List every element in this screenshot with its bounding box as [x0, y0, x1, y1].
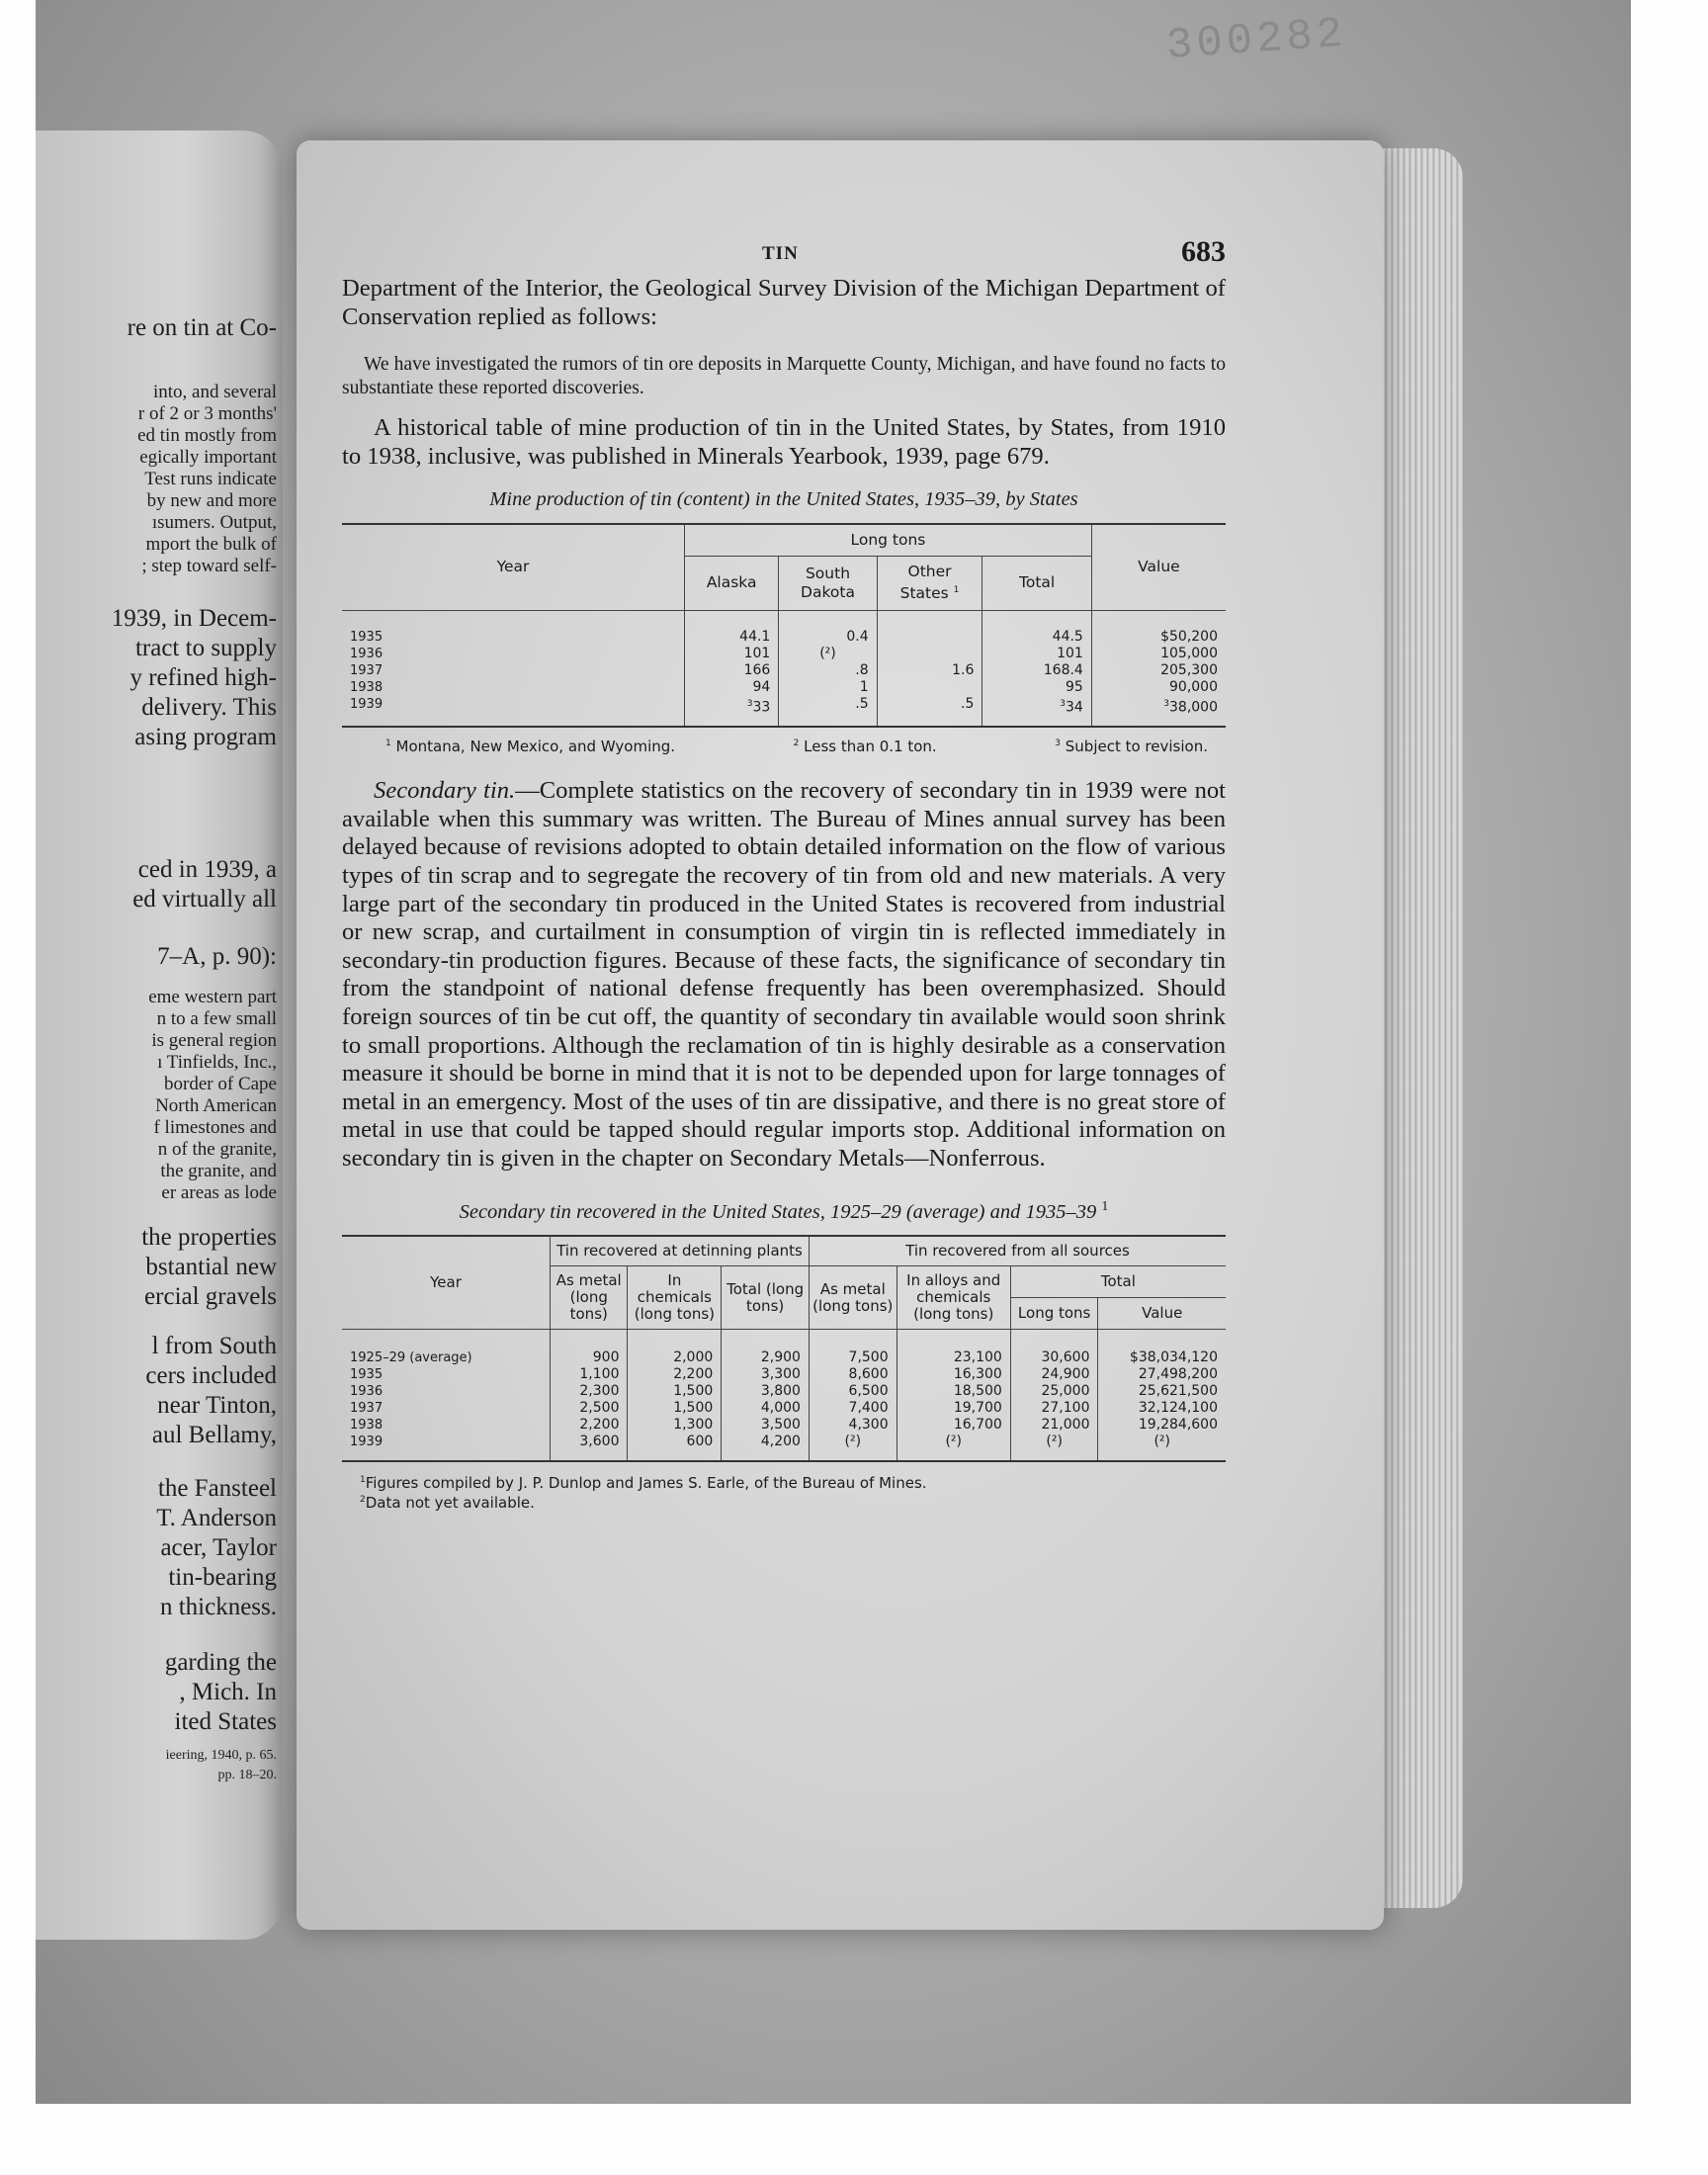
year-cell: 1936	[342, 1383, 551, 1400]
all-alloys-cell: 19,700	[897, 1400, 1010, 1417]
det-total-cell: 3,500	[722, 1417, 810, 1434]
year-cell: 1935	[342, 610, 685, 646]
left-page-line: mport the bulk of	[145, 534, 277, 555]
long-tons-cell: 30,600	[1010, 1330, 1098, 1367]
value-cell: $50,200	[1160, 628, 1218, 645]
all-metal-cell: 6,500	[809, 1383, 897, 1400]
det-chem-cell: 2,200	[628, 1366, 722, 1383]
footnote-text: Subject to revision.	[1065, 738, 1208, 756]
table1-other-header	[877, 557, 982, 610]
table2-total-group-header: Total	[1010, 1266, 1226, 1298]
left-page-line: re on tin at Co-	[127, 314, 277, 341]
table2-caption-text: Secondary tin recovered in the United States, 1925–29 (average) and 1935–39	[459, 1200, 1097, 1223]
table1-footnote	[794, 738, 937, 755]
det-chem-cell: 1,500	[628, 1383, 722, 1400]
other-cell	[877, 679, 982, 696]
sd-cell: 1	[779, 679, 877, 696]
sd-cell: .8	[779, 662, 877, 679]
left-page-line: North American	[155, 1095, 277, 1116]
table-row	[342, 1400, 1226, 1417]
det-chem-cell: 1,500	[628, 1400, 722, 1417]
table2-long-tons-header: Long tons	[1010, 1298, 1098, 1330]
table1-alaska-header: Alaska	[685, 557, 779, 610]
value-cell	[1091, 696, 1226, 728]
table-row	[342, 696, 1226, 728]
table1-value-header: Value	[1138, 558, 1180, 576]
year-cell: 1936	[342, 646, 685, 662]
value-value: 38,000	[1169, 699, 1218, 716]
footnote-mark: 3	[746, 698, 753, 709]
long-tons-cell: 25,000	[1010, 1383, 1098, 1400]
footnote-mark: 3	[1055, 739, 1061, 749]
left-page-line: ced in 1939, a	[137, 856, 277, 883]
value-cell: 90,000	[1169, 678, 1218, 695]
table2-year-header: Year	[342, 1236, 551, 1330]
left-page-line: bstantial new	[145, 1254, 277, 1280]
left-page-line: tract to supply	[134, 635, 277, 661]
left-page-line: l from South	[151, 1333, 277, 1359]
running-title: TIN	[762, 243, 799, 264]
page-number: 683	[1181, 235, 1226, 268]
all-alloys-cell: 16,300	[897, 1366, 1010, 1383]
long-tons-cell: 21,000	[1010, 1417, 1098, 1434]
table2-footnote	[360, 1492, 1226, 1512]
left-page-line: f limestones and	[153, 1117, 277, 1138]
secondary-tin-lead: Secondary tin.	[374, 777, 516, 805]
left-page-line: ed tin mostly from	[137, 425, 277, 446]
left-page-line: ieering, 1940, p. 65.	[165, 1748, 277, 1763]
left-page-line: n thickness.	[159, 1594, 277, 1620]
table1-other-label: Other States	[899, 563, 952, 603]
archive-stamp: 300282	[1164, 9, 1348, 72]
left-page-line: by new and more	[146, 490, 277, 511]
det-total-cell: 2,900	[722, 1330, 810, 1367]
table-row	[342, 646, 1226, 662]
year-cell: 1925–29 (average)	[342, 1330, 551, 1367]
alaska-cell: 101	[685, 646, 779, 662]
other-cell: .5	[877, 696, 982, 728]
det-metal-cell: 2,200	[551, 1417, 628, 1434]
left-page-line: egically important	[139, 447, 277, 468]
all-alloys-cell: (²)	[897, 1434, 1010, 1461]
running-head	[342, 235, 1226, 275]
footnote-mark: 1	[1101, 1198, 1109, 1214]
table2-det-chem-header: In chemicals (long tons)	[628, 1266, 722, 1330]
left-page-line: asing program	[134, 724, 277, 750]
left-page-line: ı Tinfields, Inc.,	[157, 1052, 277, 1073]
left-page-line: n of the granite,	[157, 1139, 277, 1160]
total-value: 34	[1066, 699, 1083, 716]
footnote-mark: 1	[360, 1475, 366, 1486]
year-cell: 1938	[342, 1417, 551, 1434]
det-total-cell: 3,300	[722, 1366, 810, 1383]
table-row	[342, 662, 1226, 679]
total-cell	[982, 696, 1091, 728]
table1-footnote	[385, 738, 675, 755]
table-row	[342, 610, 1226, 646]
year-cell: 1937	[342, 662, 685, 679]
det-metal-cell: 1,100	[551, 1366, 628, 1383]
left-page-line: border of Cape	[164, 1074, 277, 1094]
scan-margin-left	[0, 0, 36, 2175]
table2-det-metal-header: As metal (long tons)	[551, 1266, 628, 1330]
footnote-mark: 2	[360, 1495, 366, 1506]
secondary-tin-paragraph	[342, 777, 1226, 1173]
left-page-line: cers included	[145, 1362, 277, 1389]
all-alloys-cell: 23,100	[897, 1330, 1010, 1367]
secondary-tin-table	[342, 1235, 1226, 1462]
historical-paragraph: A historical table of mine production of tin in the United States, by States, from 1910 to 1938, inclusive, was published in Minerals Yearbook, 1939, page 679.	[342, 414, 1226, 470]
alaska-cell: 166	[685, 662, 779, 679]
table2-all-metal-header: As metal (long tons)	[809, 1266, 897, 1330]
other-cell	[877, 646, 982, 662]
left-page-line: tin-bearing	[168, 1564, 277, 1591]
value-cell: 205,300	[1160, 661, 1218, 678]
left-page-line: aul Bellamy,	[151, 1422, 277, 1448]
total-cell: 101	[982, 646, 1091, 662]
left-page-line: r of 2 or 3 months'	[137, 403, 277, 424]
table1-group-header: Long tons	[685, 524, 1092, 557]
left-page-line: the granite, and	[160, 1161, 277, 1181]
left-page-line: , Mich. In	[179, 1679, 277, 1705]
det-chem-cell: 600	[628, 1434, 722, 1461]
book-page	[297, 140, 1384, 1930]
mine-production-table	[342, 523, 1226, 728]
scan-margin-bottom	[0, 2104, 1708, 2175]
all-metal-cell: (²)	[809, 1434, 897, 1461]
long-tons-cell: (²)	[1010, 1434, 1098, 1461]
left-page-line: acer, Taylor	[160, 1534, 277, 1561]
left-page-line: ited States	[174, 1708, 277, 1735]
left-page-line: Test runs indicate	[144, 469, 277, 489]
table-row	[342, 679, 1226, 696]
left-facing-page	[36, 130, 283, 1940]
left-page-line: ed virtually all	[132, 886, 277, 913]
left-page-line: delivery. This	[141, 694, 277, 721]
left-page-line: y refined high-	[129, 664, 277, 691]
left-page-line: 1939, in Decem-	[111, 605, 277, 632]
sd-cell: (²)	[779, 646, 877, 662]
left-page-line: ercial gravels	[144, 1283, 277, 1310]
all-metal-cell: 7,500	[809, 1330, 897, 1367]
left-page-line: pp. 18–20.	[217, 1768, 277, 1783]
footnote-mark: 1	[953, 585, 960, 596]
footnote-text: Montana, New Mexico, and Wyoming.	[395, 738, 676, 756]
value-cell: $38,034,120	[1129, 1349, 1218, 1366]
table2-detinning-header: Tin recovered at detinning plants	[551, 1236, 810, 1266]
det-metal-cell: 3,600	[551, 1434, 628, 1461]
value-cell: (²)	[1153, 1434, 1171, 1450]
table-row	[342, 1417, 1226, 1434]
sd-cell: 0.4	[779, 610, 877, 646]
left-page-line: the Fansteel	[157, 1475, 277, 1502]
left-page-line: T. Anderson	[156, 1505, 277, 1531]
footnote-mark: 1	[385, 739, 391, 749]
alaska-cell: 44.1	[685, 610, 779, 646]
left-page-line: er areas as lode	[161, 1182, 277, 1203]
year-cell: 1937	[342, 1400, 551, 1417]
table2-caption	[342, 1199, 1226, 1224]
year-cell: 1935	[342, 1366, 551, 1383]
secondary-tin-text: —Complete statistics on the recovery of secondary tin in 1939 were not available when this summary was written. The Bureau of Mines annual survey has been delayed because of revisions adopted to obtain detailed information on the flow of various types of tin scrap and to segregate the recovery of tin from old and new materials. A very large part of the secondary tin produced in the United States is recovered from industrial or new scrap, and curtailment in consumption of virgin tin is reflected immediately in secondary-tin production figures. Because of these facts, the significance of secondary tin from the standpoint of national defense frequently has been overemphasized. Should foreign sources of tin be cut off, the quantity of secondary tin available would soon shrink to small proportions. Although the reclamation of tin is highly desirable as a conservation measure it should be borne in mind that it is not to be depended upon for large tonnages of metal in an emergency. Most of the uses of tin are dissipative, and there is no great store of metal in use that could be tapped should regular imports stop. Additional information on secondary tin is given in the chapter on Secondary Metals—Nonferrous.	[342, 777, 1226, 1172]
scan-margin-right	[1631, 0, 1708, 2175]
value-cell: 27,498,200	[1138, 1366, 1218, 1383]
long-tons-cell: 27,100	[1010, 1400, 1098, 1417]
total-cell: 168.4	[982, 662, 1091, 679]
value-cell: 19,284,600	[1138, 1417, 1218, 1434]
footnote-text: Data not yet available.	[365, 1494, 535, 1513]
det-metal-cell: 2,500	[551, 1400, 628, 1417]
footnote-text: Less than 0.1 ton.	[804, 738, 937, 756]
table2-footnote	[360, 1472, 1226, 1492]
alaska-cell: 94	[685, 679, 779, 696]
footnote-mark: 3	[1163, 698, 1169, 709]
total-cell: 44.5	[982, 610, 1091, 646]
year-cell: 1939	[342, 696, 685, 728]
det-metal-cell: 900	[551, 1330, 628, 1367]
left-page-line: ısumers. Output,	[151, 512, 277, 533]
year-cell: 1938	[342, 679, 685, 696]
quoted-reply: We have investigated the rumors of tin ore deposits in Marquette County, Michigan, and have found no facts to substantiate these reported discoveries.	[342, 354, 1226, 399]
table-row	[342, 1434, 1226, 1461]
left-page-line: ; step toward self-	[141, 556, 277, 576]
table1-year-header: Year	[342, 524, 685, 610]
alaska-value: 33	[752, 699, 771, 716]
all-metal-cell: 4,300	[809, 1417, 897, 1434]
table1-footnote	[1055, 738, 1208, 755]
all-alloys-cell: 16,700	[897, 1417, 1010, 1434]
left-page-line: into, and several	[152, 382, 277, 402]
all-alloys-cell: 18,500	[897, 1383, 1010, 1400]
left-page-line: n to a few small	[156, 1008, 277, 1029]
table1-sd-header: South Dakota	[779, 557, 877, 610]
all-metal-cell: 8,600	[809, 1366, 897, 1383]
sd-cell: .5	[779, 696, 877, 728]
value-cell: 32,124,100	[1138, 1400, 1218, 1417]
other-cell	[877, 610, 982, 646]
table2-det-total-header: Total (long tons)	[722, 1266, 810, 1330]
table2-value-header: Value	[1142, 1304, 1183, 1323]
left-page-line: eme western part	[148, 987, 277, 1007]
intro-paragraph: Department of the Interior, the Geological Survey Division of the Michigan Department of Conservation replied as follows:	[342, 275, 1226, 330]
det-chem-cell: 2,000	[628, 1330, 722, 1367]
footnote-text: Figures compiled by J. P. Dunlop and James S. Earle, of the Bureau of Mines.	[365, 1474, 927, 1493]
value-cell: 25,621,500	[1138, 1383, 1218, 1400]
table1-caption: Mine production of tin (content) in the United States, 1935–39, by States	[489, 488, 1078, 511]
table2-all-sources-header: Tin recovered from all sources	[809, 1236, 1226, 1266]
value-cell: 105,000	[1160, 645, 1218, 661]
footnote-mark: 3	[1060, 698, 1067, 709]
det-chem-cell: 1,300	[628, 1417, 722, 1434]
total-cell: 95	[982, 679, 1091, 696]
table2-footnotes	[360, 1472, 1226, 1512]
left-page-line: the properties	[141, 1224, 277, 1251]
alaska-cell	[685, 696, 779, 728]
left-page-line: 7–A, p. 90):	[157, 943, 277, 970]
table2-all-alloys-header: In alloys and chemicals (long tons)	[897, 1266, 1010, 1330]
table-row	[342, 1366, 1226, 1383]
table1-footnotes	[342, 738, 1226, 755]
left-page-line: garding the	[164, 1649, 277, 1676]
long-tons-cell: 24,900	[1010, 1366, 1098, 1383]
page-content	[342, 235, 1226, 1512]
other-cell: 1.6	[877, 662, 982, 679]
left-page-line: near Tinton,	[157, 1392, 277, 1419]
det-total-cell: 4,000	[722, 1400, 810, 1417]
all-metal-cell: 7,400	[809, 1400, 897, 1417]
left-page-line: is general region	[151, 1030, 277, 1051]
footnote-mark: 2	[793, 739, 800, 749]
year-cell: 1939	[342, 1434, 551, 1461]
table-row	[342, 1330, 1226, 1367]
table-row	[342, 1383, 1226, 1400]
det-total-cell: 3,800	[722, 1383, 810, 1400]
det-metal-cell: 2,300	[551, 1383, 628, 1400]
det-total-cell: 4,200	[722, 1434, 810, 1461]
table1-total-header: Total	[982, 557, 1091, 610]
